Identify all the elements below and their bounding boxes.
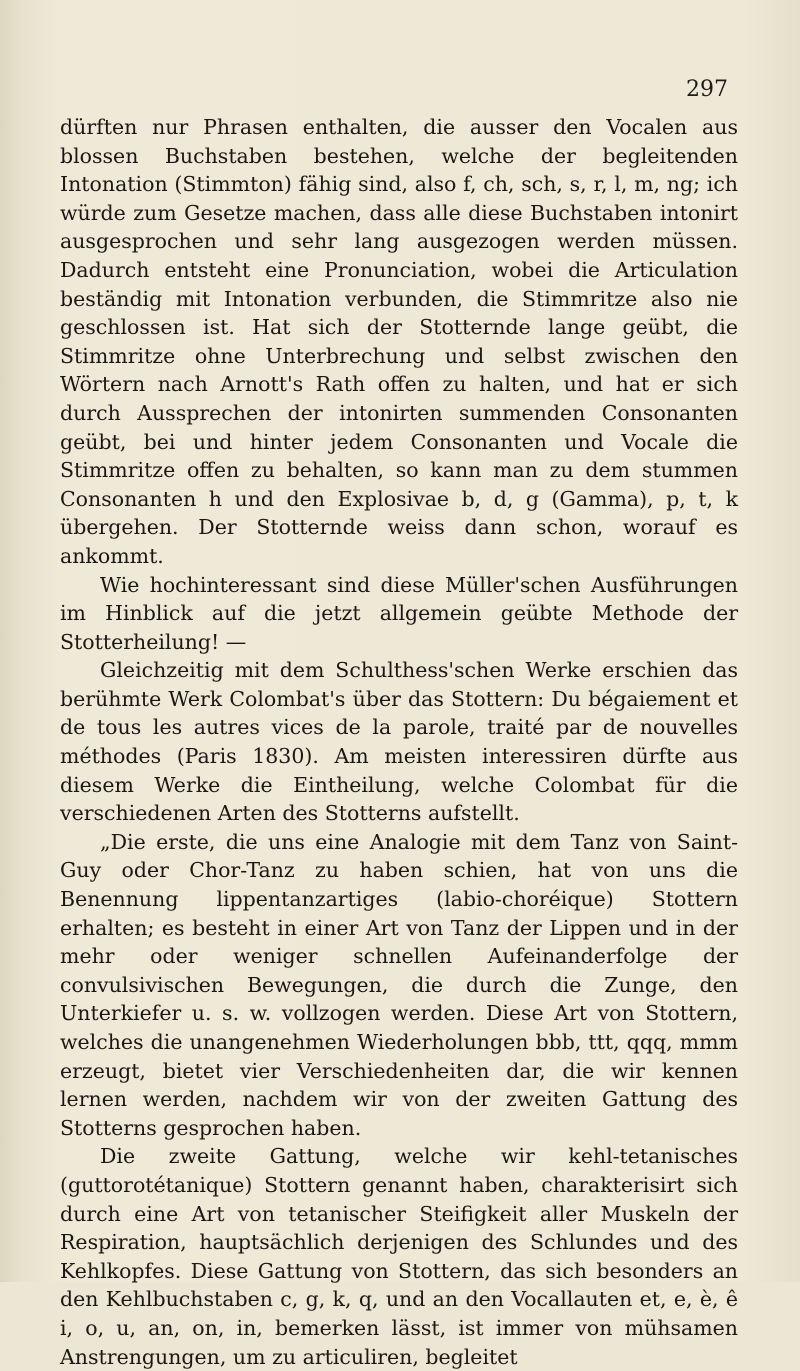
- paragraph-4: „Die erste, die uns eine Analogie mit dem Tanz von Saint-Guy oder Chor-Tanz zu haben schien, hat von uns die Benennung lippentanzartiges (labio-choréique) Stottern erhalten; es besteht in einer Art von Tanz der Lippen und in der mehr oder weniger schnellen Aufeinanderfolge der convulsivischen Bewegungen, die durch die Zunge, den Unterkiefer u. s. w. vollzogen werden. Diese Art von Stottern, welches die unangenehmen Wiederholungen bbb, ttt, qqq, mmm erzeugt, bietet vier Verschiedenheiten dar, die wir kennen lernen werden, nachdem wir von der zweiten Gattung des Stotterns gesprochen haben.: [60, 829, 738, 1140]
- body-text: [60, 113, 738, 1371]
- paragraph-3: Gleichzeitig mit dem Schulthess'schen Werke erschien das berühmte Werk Colombat's über das Stottern: Du bégaiement et de tous les autres vices de la parole, traité par de nouvelles méthodes (Paris 1830). Am meisten interessiren dürfte aus diesem Werke die Eintheilung, welche Colombat für die verschiedenen Arten des Stotterns aufstellt.: [60, 658, 738, 826]
- paragraph-5: Die zweite Gattung, welche wir kehl-tetanisches (guttorotétanique) Stottern genannt haben, charakterisirt sich durch eine Art von tetanischer Steifigkeit aller Muskeln der Respiration, hauptsächlich derjenigen des Schlundes und des Kehlkopfes. Diese Gattung von Stottern, das sich besonders an den Kehlbuchstaben c, g, k, q, und an den Vocallauten et, e, è, ê i, o, u, an, on, in, bemerken lässt, ist immer von mühsamen Anstrengungen, um zu articuliren, begleitet: [60, 1144, 738, 1369]
- page-number: 297: [686, 77, 728, 102]
- paragraph-2: Wie hochinteressant sind diese Müller'schen Ausführungen im Hinblick auf die jetzt allgemein geübte Methode der Stotterheilung! —: [60, 572, 738, 654]
- paragraph-1: dürften nur Phrasen enthalten, die ausser den Vocalen aus blossen Buchstaben bestehen, welche der begleitenden Intonation (Stimmton) fähig sind, also f, ch, sch, s, r, l, m, ng; ich würde zum Gesetze machen, dass alle diese Buchstaben intonirt ausgesprochen und sehr lang ausgezogen werden müssen. Dadurch entsteht eine Pronunciation, wobei die Articulation beständig mit Intonation verbunden, die Stimmritze also nie geschlossen ist. Hat sich der Stotternde lange geübt, die Stimmritze ohne Unterbrechung und selbst zwischen den Wörtern nach Arnott's Rath offen zu halten, und hat er sich durch Aussprechen der intonirten summenden Consonanten geübt, bei und hinter jedem Consonanten und Vocale die Stimmritze offen zu behalten, so kann man zu dem stummen Consonanten h und den Explosivae b, d, g (Gamma), p, t, k übergehen. Der Stotternde weiss dann schon, worauf es ankommt.: [60, 115, 738, 568]
